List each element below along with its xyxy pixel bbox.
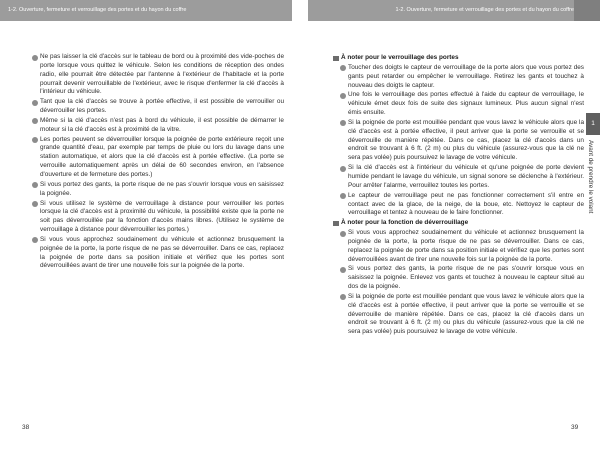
list-item: Si vous utilisez le système de verrouillage à distance pour verrouiller les portes lorsque la clé d'accès est à proximité du véhicule, la possibilité existe que la porte ne soit pas déverrouillée par la fonction d'accès mains libres. (Utilisez le système de verrouillage à distance pour déverrouiller les portes.) (32, 200, 284, 235)
left-column (32, 53, 284, 272)
list-item: Tant que la clé d'accès se trouve à portée effective, il est possible de verrouiller ou déverrouiller les portes. (32, 98, 284, 116)
list-item: Toucher des doigts le capteur de verrouillage de la porte alors que vous portez des gants peut retarder ou empêcher le verrouillage. Retirez les gants et touchez à nouveau des doigts le capteur. (340, 64, 584, 91)
list-item: Si vous portez des gants, la porte risque de ne pas s'ouvrir lorsque vous en saisissez la poignée. (32, 181, 284, 199)
list-item: Si vous portez des gants, la porte risque de ne pas s'ouvrir lorsque vous en saisissez la poignée. Enlevez vos gants et touchez à nouveau le capteur situé au dos de la poignée. (340, 265, 584, 292)
list-item: Ne pas laisser la clé d'accès sur le tableau de bord ou à proximité des vide-poches de porte lorsque vous quittez le véhicule. Selon les conditions de réception des ondes radio, elle pourrait être détectée par l'antenne à l'extérieur de l'habitacle et la porte pourrait devenir verrouillable de l'extérieur, avec le risque d'enfermer la clé d'accès à l'intérieur du véhicule. (32, 53, 284, 97)
list-item: Si la clé d'accès est à l'intérieur du véhicule et qu'une poignée de porte devient humide pendant le lavage du véhicule, un signal sonore se déclenche à l'extérieur. Pour arrêter l'alarme, verrouillez toutes les portes. (340, 164, 584, 191)
bullet-icon (340, 166, 346, 172)
list-item: Les portes peuvent se déverrouiller lorsque la poignée de porte extérieure reçoit une grande quantité d'eau, par exemple par temps de pluie ou lors du lavage dans une station automatique, et alors que la clé d'accès est à portée effective. (La porte se verrouille automatiquement après un délai de 60 secondes environ, en l'absence d'ouverture et de fermeture des portes.) (32, 136, 284, 180)
bullet-icon (32, 237, 38, 243)
bullet-icon (340, 294, 346, 300)
list-item: Si la poignée de porte est mouillée pendant que vous lavez le véhicule alors que la clé d'accès est à portée effective, il peut arriver que la porte se verrouille et se déverrouille de manière répétée. Dans ce cas, placez la clé d'accès dans un endroit se trouvant à 6 ft. (2 m) ou plus du véhicule (assurez-vous que la clé ne sera pas volée) puis poursuivez le lavage de votre véhicule. (340, 119, 584, 163)
list-item: Même si la clé d'accès n'est pas à bord du véhicule, il est possible de démarrer le moteur si la clé d'accès est à proximité de la vitre. (32, 117, 284, 135)
page-header-right (308, 0, 600, 21)
list-item: Le capteur de verrouillage peut ne pas fonctionner correctement s'il entre en contact avec de la glace, de la neige, de la boue, etc. Nettoyez le capteur de verrouillage et tentez à nouveau de le faire fonctionner. (340, 192, 584, 219)
right-column (333, 54, 584, 338)
bullet-icon (32, 137, 38, 143)
bullet-icon (32, 55, 38, 61)
bullet-icon (340, 267, 346, 273)
bullet-icon (32, 118, 38, 124)
section-heading-locking: À noter pour le verrouillage des portes (333, 54, 584, 63)
list-item: Si vous vous approchez soudainement du véhicule et actionnez brusquement la poignée de la porte, la porte risque de ne pas se déverrouiller. Dans ce cas, replacez la poignée de porte dans sa position initiale et vérifiez que les portes sont déverrouillées avant de tirer une nouvelle fois sur la poignée de la porte. (32, 236, 284, 271)
page-number-right: 39 (571, 424, 579, 431)
section-square-icon (333, 56, 339, 62)
list-item: Si vous vous approchez soudainement du véhicule et actionnez brusquement la poignée de la porte, la porte risque de ne pas se déverrouiller. Dans ce cas, replacez la poignée de porte dans sa position initiale et vérifiez que les portes sont déverrouillées avant de tirer une nouvelle fois sur la poignée de la porte. (340, 229, 584, 264)
chapter-tab-number: 1 (586, 113, 600, 135)
page-number-left: 38 (22, 424, 30, 431)
bullet-icon (340, 193, 346, 199)
bullet-icon (340, 120, 346, 126)
chapter-tab-label (587, 140, 599, 340)
header-cap (574, 0, 600, 21)
bullet-icon (340, 93, 346, 99)
bullet-icon (32, 182, 38, 188)
header-title-left: 1-2. Ouverture, fermeture et verrouillage des portes et du hayon du coffre (8, 7, 187, 13)
locking-notes-list (333, 64, 584, 218)
section-square-icon (333, 221, 339, 227)
page-header-left (0, 0, 292, 21)
bullet-icon (32, 201, 38, 207)
bullet-icon (340, 231, 346, 237)
bullet-icon (32, 100, 38, 106)
section-heading-unlocking: À noter pour la fonction de déverrouillage (333, 219, 584, 228)
unlocking-notes-list (333, 229, 584, 337)
header-title-right: 1-2. Ouverture, fermeture et verrouillage des portes et du hayon du coffre (395, 7, 574, 13)
bullet-icon (340, 65, 346, 71)
chapter-tab-text: Avant de prendre le volant (587, 140, 594, 214)
list-item: Si la poignée de porte est mouillée pendant que vous lavez le véhicule alors que la clé d'accès est à portée effective, il peut arriver que la porte se verrouille et se déverrouille de manière répétée. Dans ce cas, placez la clé d'accès dans un endroit se trouvant à 6 ft. (2 m) ou plus du véhicule (assurez-vous que la clé ne sera pas volée) puis poursuivez le lavage de votre véhicule. (340, 293, 584, 337)
list-item: Une fois le verrouillage des portes effectué à l'aide du capteur de verrouillage, le véhicule émet deux fois de suite des signaux lumineux. Plus aucun signal n'est émis ensuite. (340, 91, 584, 118)
